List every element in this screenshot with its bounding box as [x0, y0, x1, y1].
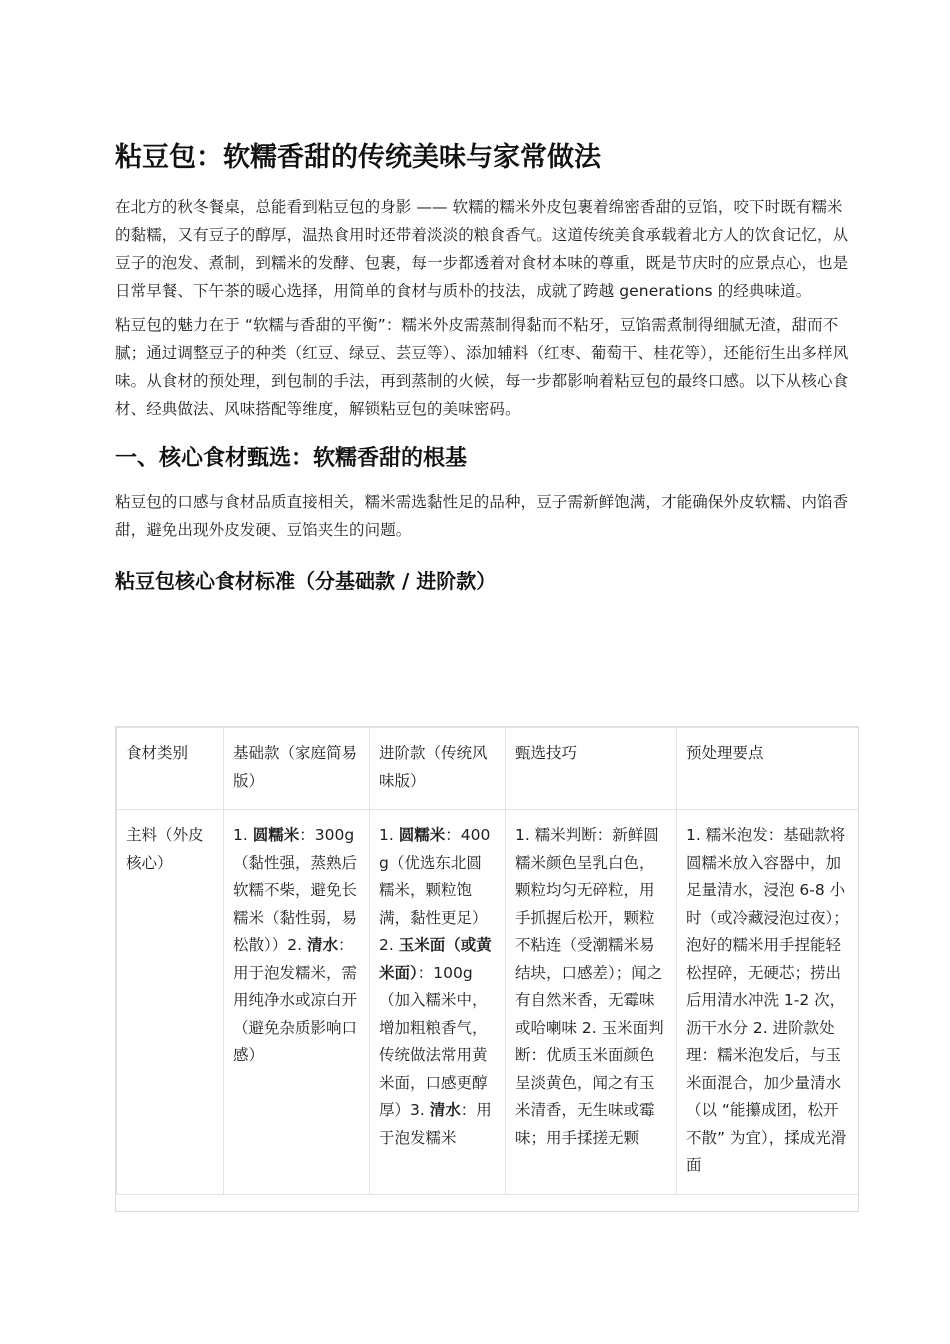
intro-paragraph-2: 粘豆包的魅力在于 “软糯与香甜的平衡”：糯米外皮需蒸制得黏而不粘牙，豆馅需煮制得细腻无渣，甜而不腻；通过调整豆子的种类（红豆、绿豆、芸豆等）、添加辅料（红枣、葡萄干、桂花等），还能衍生出多样风味。从食材的预处理，到包制的手法，再到蒸制的火候，每一步都影响着粘豆包的最终口感。以下从核心食材、经典做法、风味搭配等维度，解锁粘豆包的美味密码。: [115, 316, 849, 419]
bold-ingredient: 圆糯米: [252, 826, 300, 844]
cell-prep: 1. 糯米泡发：基础款将圆糯米放入容器中，加足量清水，浸泡 6-8 小时（或冷藏浸泡过夜）；泡好的糯米用手捏能轻松捏碎，无硬芯；捞出后用清水冲洗 1-2 次，沥干水分 2. 进阶款处理：糯米泡发后，与玉米面混合，加少量清水（以 “能攥成团，松开不散” 为宜），揉成光滑面: [677, 810, 859, 1195]
bold-ingredient: 圆糯米: [398, 826, 446, 844]
table-row: [117, 810, 859, 1195]
text-run: ：400g（优选东北圆糯米，颗粒饱满，黏性更足）2.: [379, 826, 491, 954]
table-header-cell: 进阶款（传统风味版）: [370, 728, 506, 810]
text-run: ：用于泡发糯米: [379, 1101, 492, 1147]
page-title: 粘豆包：软糯香甜的传统美味与家常做法: [115, 142, 601, 173]
cell-basic: [224, 810, 370, 1195]
table-header-cell: 基础款（家庭简易版）: [224, 728, 370, 810]
document-page: [115, 140, 857, 594]
text-run: ：用于泡发糯米，需用纯净水或凉白开（避免杂质影响口感）: [233, 936, 358, 1064]
table-header-cell: 预处理要点: [677, 728, 859, 810]
table-header-cell: 食材类别: [117, 728, 224, 810]
ingredient-table: [116, 727, 859, 1195]
cell-tips: 1. 糯米判断：新鲜圆糯米颜色呈乳白色，颗粒均匀无碎粒，用手抓握后松开，颗粒不粘连（受潮糯米易结块，口感差）；闻之有自然米香，无霉味或哈喇味 2. 玉米面判断：优质玉米面颜色呈淡黄色，闻之有玉米清香，无生味或霉味；用手揉搓无颗: [506, 810, 677, 1195]
table-header-cell: 甄选技巧: [506, 728, 677, 810]
text-run: 1.: [233, 826, 253, 844]
cell-advanced: [370, 810, 506, 1195]
table-header-row: [117, 728, 859, 810]
section-heading-ingredients: 一、核心食材甄选：软糯香甜的根基: [115, 446, 468, 472]
bold-ingredient: 玉米面（或黄米面）: [379, 936, 492, 982]
intro-paragraph-1: 在北方的秋冬餐桌，总能看到粘豆包的身影 —— 软糯的糯米外皮包裹着绵密香甜的豆馅，咬下时既有糯米的黏糯，又有豆子的醇厚，温热食用时还带着淡淡的粮食香气。这道传统美食承载着北方人的饮食记忆，从豆子的泡发、煮制，到糯米的发酵、包裹，每一步都透着对食材本味的尊重，既是节庆时的应景点心，也是日常早餐、下午茶的暖心选择，用简单的食材与质朴的技法，成就了跨越 generations 的经典味道。: [115, 198, 849, 301]
table-title: 粘豆包核心食材标准（分基础款 / 进阶款）: [115, 568, 497, 593]
text-run: 1.: [379, 826, 399, 844]
section-paragraph-ingredients: 粘豆包的口感与食材品质直接相关，糯米需选黏性足的品种，豆子需新鲜饱满，才能确保外皮软糯、内馅香甜，避免出现外皮发硬、豆馅夹生的问题。: [115, 492, 849, 539]
text-run: ：100g（加入糯米中，增加粗粮香气，传统做法常用黄米面，口感更醇厚）3.: [379, 963, 488, 1119]
bold-ingredient: 清水: [429, 1101, 461, 1119]
text-run: ：300g（黏性强，蒸熟后软糯不柴，避免长糯米（黏性弱，易松散））2.: [233, 826, 358, 954]
ingredient-table-container: [115, 726, 859, 1212]
bold-ingredient: 清水: [306, 936, 338, 954]
cell-category: 主料（外皮核心）: [117, 810, 224, 1195]
